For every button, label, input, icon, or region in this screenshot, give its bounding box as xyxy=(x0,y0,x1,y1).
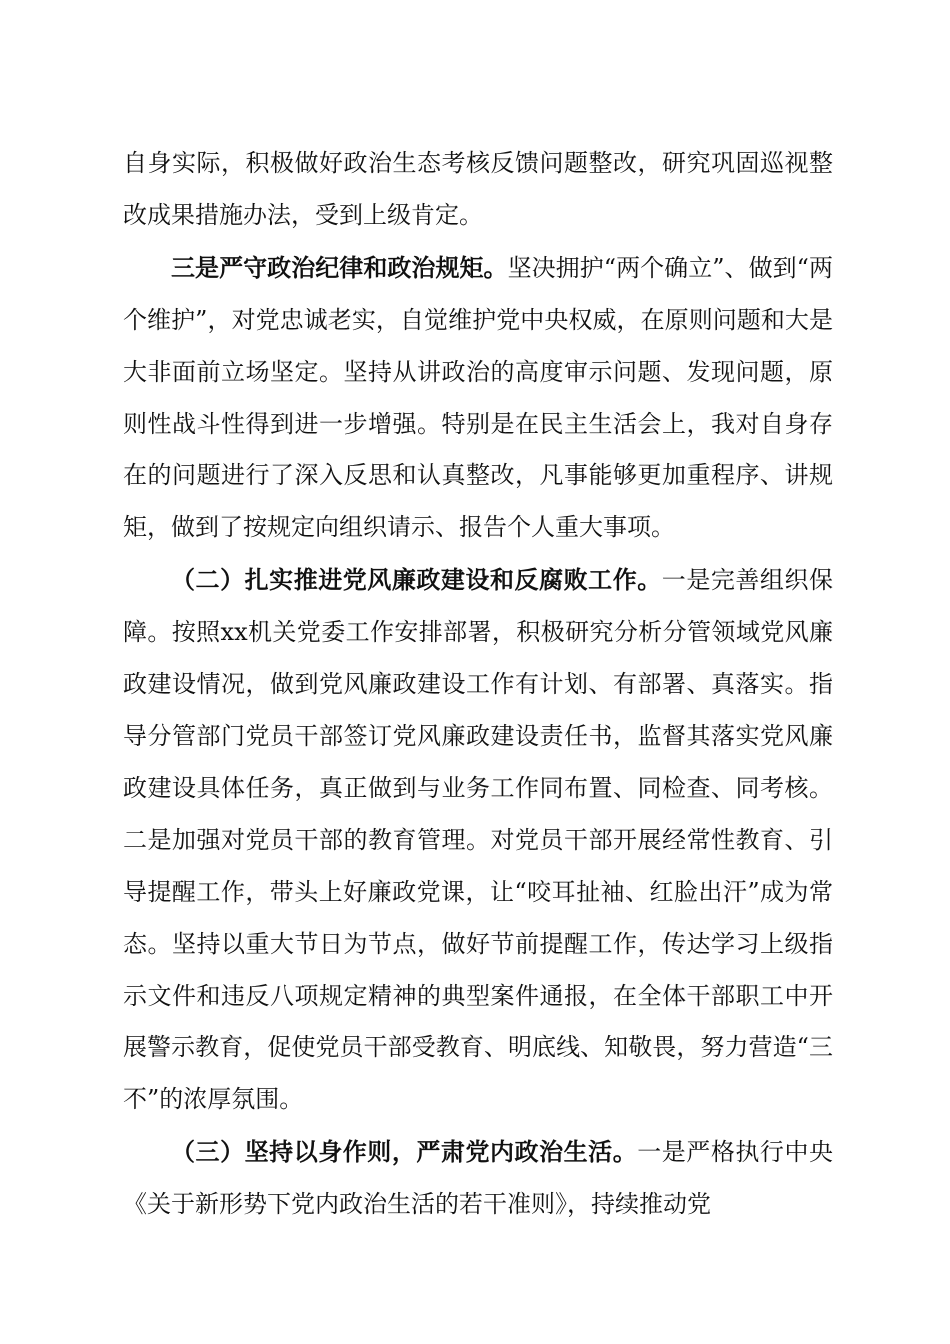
paragraph-text: 坚决拥护“两个确立”、做到“两个维护”，对党忠诚老实，自觉维护党中央权威，在原则问题和大是大非面前立场坚定。坚持从讲政治的高度审示问题、发现问题，原则性战斗性得到进一步增强。特别是在民主生活会上，我对自身存在的问题进行了深入反思和认真整改，凡事能够更加重程序、讲规矩，做到了按规定向组织请示、报告个人重大事项。 xyxy=(123,253,833,542)
document-body xyxy=(123,138,833,1231)
paragraph-text: 一是严格执行中央《关于新形势下党内政治生活的若干准则》，持续推动党 xyxy=(123,1138,834,1219)
paragraph-text: 自身实际，积极做好政治生态考核反馈问题整改，研究巩固巡视整改成果措施办法，受到上级肯定。 xyxy=(123,149,833,229)
paragraph-text: 一是完善组织保障。按照xx机关党委工作安排部署，积极研究分析分管领域党风廉政建设情况，做到党风廉政建设工作有计划、有部署、真落实。指导分管部门党员干部签订党风廉政建设责任书，监督其落实党风廉政建设具体任务，真正做到与业务工作同布置、同检查、同考核。二是加强对党员干部的教育管理。对党员干部开展经常性教育、引导提醒工作，带头上好廉政党课，让“咬耳扯袖、红脸出汗”成为常态。坚持以重大节日为节点，做好节前提醒工作，传达学习上级指示文件和违反八项规定精神的典型案件通报，在全体干部职工中开展警示教育，促使党员干部受教育、明底线、知敬畏，努力营造“三不”的浓厚氛围。 xyxy=(123,566,834,1114)
paragraph-continuation xyxy=(123,138,833,242)
paragraph-anti-corruption xyxy=(123,554,833,1126)
paragraph-lead: （二）扎实推进党风廉政建设和反腐败工作。 xyxy=(171,565,662,595)
paragraph-lead: （三）坚持以身作则，严肃党内政治生活。 xyxy=(171,1137,638,1167)
paragraph-political-discipline xyxy=(123,242,833,554)
paragraph-party-life xyxy=(123,1126,833,1231)
paragraph-lead: 三是严守政治纪律和政治规矩。 xyxy=(171,252,508,282)
